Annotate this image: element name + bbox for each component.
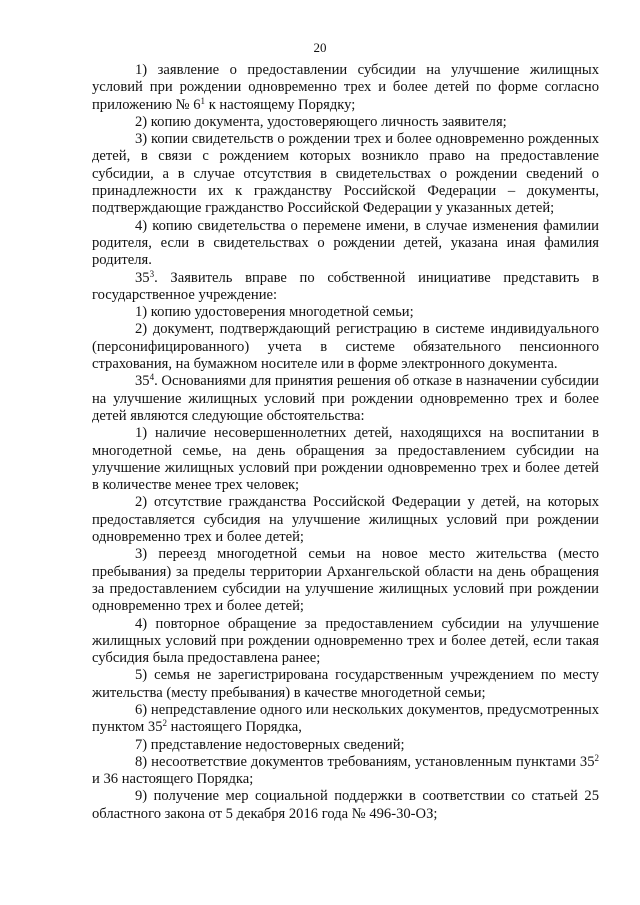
paragraph-5: $35^3$. Заявитель вправе по собственной инициативе представить в государственное учреждение: [92,268,599,303]
paragraph-4: 4) копию свидетельства о перемене имени, в случае изменения фамилии родителя, если в свидетельствах о рождении детей, указана иная фамилия родителя. [92,217,599,269]
clause-superscript: 4 [149,372,155,383]
paragraph-7: 2) документ, подтверждающий регистрацию в системе индивидуального (персонифицированного) учета в системе обязательного пенсионного страхования, на бумажном носителе или в форме электронного документа. [92,321,599,373]
paragraph-8: $35^4$. Основаниями для принятия решения об отказе в назначении субсидии на улучшение жилищных условий при рождении одновременно трех и более детей являются следующие обстоятельства: [92,372,599,424]
paragraph-15: 7) представление недостоверных сведений; [135,736,405,753]
paragraph-12: 4) повторное обращение за предоставлением субсидии на улучшение жилищных условий при рождении одновременно трех и более детей, если такая субсидия была предоставлена ранее; [92,615,599,667]
paragraph-1: 1) заявление о предоставлении субсидии на улучшение жилищных условий при рождении одновременно трех и более детей по форме согласно приложению № $6^1$ к настоящему Порядку; [92,62,599,113]
paragraph-17: 9) получение мер социальной поддержки в соответствии со статьей 25 областного закона от 5 декабря 2016 года № 496-30-ОЗ; [92,788,599,822]
paragraph-9: 1) наличие несовершеннолетних детей, находящихся на воспитании в многодетной семье, на день обращения за предоставлением субсидии на улучшение жилищных условий при рождении одновременно трех и более детей в количестве менее трех человек; [92,425,599,494]
paragraph-14: 6) непредставление одного или нескольких документов, предусмотренных пунктом $35^2$ настоящего Порядка, [92,701,599,736]
paragraph-13: 5) семья не зарегистрирована государственным учреждением по месту жительства (месту пребывания) в качестве многодетной семьи; [92,667,599,701]
paragraph-3: 3) копии свидетельств о рождении трех и более одновременно рожденных детей, в связи с рождением которых возникло право на предоставление субсидии, а в случае отсутствия в свидетельствах о рождении сведений о принадлежности их к гражданству Российской Федерации – документы, подтверждающие гражданство Российской Федерации у указанных детей; [92,131,599,217]
clause-superscript: 3 [149,268,155,279]
paragraph-10: 2) отсутствие гражданства Российской Федерации у детей, на которых предоставляется субсидия на улучшение жилищных условий при рождении одновременно трех и более детей; [92,494,599,546]
clause-superscript: 2 [162,718,167,729]
paragraph-2: 2) копию документа, удостоверяющего личность заявителя; [135,113,507,130]
paragraph-16: 8) несоответствие документов требованиям, установленным пунктами $35^2$ и 36 настоящего Порядка; [92,752,599,788]
paragraph-6: 1) копию удостоверения многодетной семьи; [135,304,414,321]
paragraph-11: 3) переезд многодетной семьи на новое место жительства (место пребывания) за пределы территории Архангельской области на день обращения за предоставлением субсидии на улучшение жилищных условий при рождении одновременно трех и более детей; [92,546,599,615]
footnote-superscript: 1 [200,95,206,106]
clause-superscript: 2 [594,752,599,763]
page-number: 20 [313,40,327,55]
document-body [92,62,599,823]
